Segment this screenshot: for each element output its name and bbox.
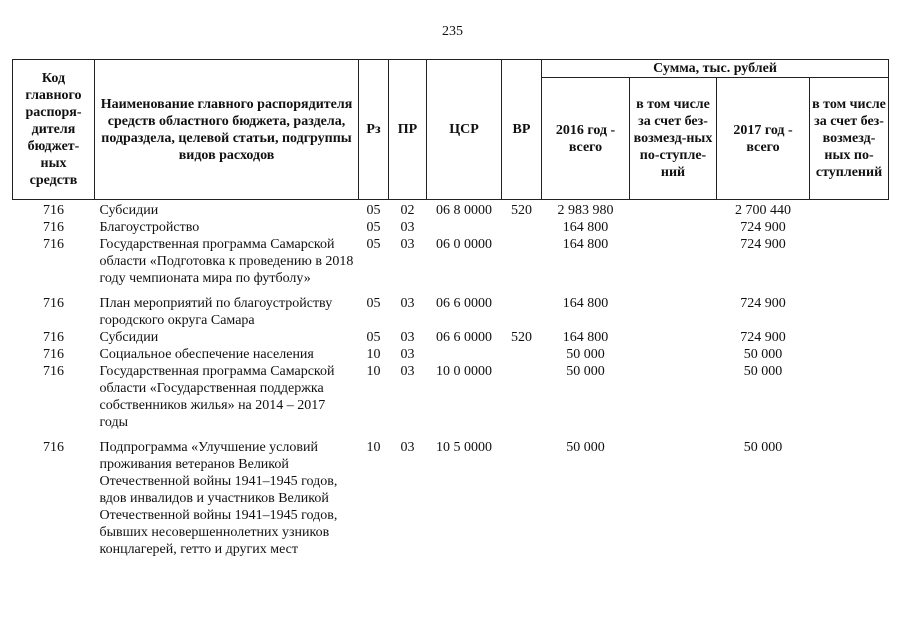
cell-2016-total: 164 800: [562, 330, 609, 345]
header-code: Код главного распоря-дителя бюджет-ных средств: [13, 60, 95, 200]
cell-csr: 10 0 0000: [436, 364, 492, 379]
cell-2016-free: [630, 346, 717, 363]
cell-name: План мероприятий по благоустройству городского округа Самара: [99, 296, 333, 328]
cell-rz: 05: [366, 296, 381, 311]
cell-pr: 03: [400, 364, 415, 379]
table-row: [13, 363, 889, 431]
cell-2017-free: [810, 346, 889, 363]
table-row: [13, 329, 889, 346]
table-row: [13, 431, 889, 558]
cell-pr: 02: [400, 203, 415, 218]
cell-2017-free: [810, 287, 889, 329]
cell-rz: 05: [366, 237, 381, 252]
cell-2017-free: [810, 219, 889, 236]
cell-csr: 10 5 0000: [436, 440, 492, 455]
cell-name: Государственная программа Самарской области «Государственная поддержка собственников жилья» на 2014 – 2017 годы: [99, 364, 335, 430]
cell-vr: [502, 219, 542, 236]
cell-code: 716: [43, 237, 64, 252]
cell-csr: [427, 346, 502, 363]
cell-code: 716: [43, 220, 64, 235]
cell-2017-total: 50 000: [743, 347, 783, 362]
table-row: [13, 219, 889, 236]
cell-vr: [502, 236, 542, 287]
cell-rz: 10: [366, 347, 381, 362]
cell-2016-total: 50 000: [566, 347, 605, 362]
cell-rz: 10: [366, 440, 381, 455]
cell-2016-free: [630, 219, 717, 236]
header-vr: ВР: [502, 60, 542, 200]
cell-pr: 03: [400, 237, 415, 252]
cell-vr: [502, 346, 542, 363]
budget-table: [12, 59, 889, 558]
header-sum-group: Сумма, тыс. рублей: [542, 60, 889, 78]
cell-code: 716: [43, 364, 64, 379]
cell-vr: 520: [511, 203, 532, 218]
cell-csr: 06 8 0000: [436, 203, 492, 218]
cell-2017-total: 724 900: [740, 237, 786, 252]
cell-code: 716: [43, 203, 64, 218]
cell-vr: [502, 287, 542, 329]
cell-name: Субсидии: [99, 203, 159, 218]
table-row: [13, 236, 889, 287]
cell-2017-total: 724 900: [740, 220, 786, 235]
cell-2016-free: [630, 431, 717, 558]
cell-2016-free: [630, 363, 717, 431]
cell-2016-free: [630, 287, 717, 329]
cell-pr: 03: [400, 220, 415, 235]
cell-vr: [502, 363, 542, 431]
cell-name: Субсидии: [99, 330, 159, 345]
header-2017-free: в том числе за счет без-возмезд-ных по-ступлений: [810, 78, 889, 200]
cell-name: Благоустройство: [99, 220, 200, 235]
cell-name: Государственная программа Самарской области «Подготовка к проведению в 2018 году чемпионата мира по футболу»: [99, 237, 354, 286]
cell-code: 716: [43, 296, 64, 311]
cell-2016-total: 50 000: [566, 440, 605, 455]
cell-2017-free: [810, 431, 889, 558]
cell-2016-total: 164 800: [562, 220, 609, 235]
cell-code: 716: [43, 347, 64, 362]
cell-rz: 05: [366, 220, 381, 235]
cell-2017-free: [810, 236, 889, 287]
cell-2017-total: 50 000: [743, 364, 783, 379]
cell-vr: 520: [511, 330, 532, 345]
header-rz: Рз: [359, 60, 389, 200]
cell-2016-free: [630, 329, 717, 346]
header-pr: ПР: [389, 60, 427, 200]
table-row: [13, 200, 889, 220]
cell-2017-total: 724 900: [740, 330, 786, 345]
header-2016-total: 2016 год - всего: [542, 78, 630, 200]
cell-rz: 05: [366, 330, 381, 345]
cell-pr: 03: [400, 440, 415, 455]
cell-code: 716: [43, 330, 64, 345]
header-csr: ЦСР: [427, 60, 502, 200]
cell-2017-total: 2 700 440: [735, 203, 791, 218]
cell-pr: 03: [400, 330, 415, 345]
cell-2017-total: 50 000: [743, 440, 783, 455]
page-number: 235: [442, 24, 463, 39]
cell-2017-free: [810, 363, 889, 431]
cell-csr: 06 6 0000: [436, 296, 492, 311]
table-row: [13, 346, 889, 363]
table-row: [13, 287, 889, 329]
cell-csr: 06 0 0000: [436, 237, 492, 252]
cell-csr: 06 6 0000: [436, 330, 492, 345]
header-2016-free: в том числе за счет без-возмезд-ных по-ступле-ний: [630, 78, 717, 200]
cell-2017-free: [810, 329, 889, 346]
cell-csr: [427, 219, 502, 236]
cell-name: Социальное обеспечение населения: [99, 347, 314, 362]
cell-rz: 10: [366, 364, 381, 379]
cell-name: Подпрограмма «Улучшение условий проживания ветеранов Великой Отечественной войны 1941–1945 годов, вдов инвалидов и участников Великой Отечественной войны 1941–1945 годов, бывших несовершеннолетних узников концлагерей, гетто и других мест: [99, 440, 338, 557]
cell-2016-total: 164 800: [562, 237, 609, 252]
cell-code: 716: [43, 440, 64, 455]
cell-pr: 03: [400, 347, 415, 362]
cell-2016-total: 50 000: [566, 364, 605, 379]
cell-2017-free: [810, 200, 889, 220]
header-2017-total: 2017 год - всего: [717, 78, 810, 200]
cell-2017-total: 724 900: [740, 296, 786, 311]
cell-vr: [502, 431, 542, 558]
cell-2016-total: 164 800: [562, 296, 609, 311]
table-body: [13, 200, 889, 559]
cell-2016-free: [630, 200, 717, 220]
cell-rz: 05: [366, 203, 381, 218]
cell-2016-total: 2 983 980: [557, 203, 614, 218]
cell-2016-free: [630, 236, 717, 287]
header-name: Наименование главного распорядителя средств областного бюджета, раздела, подраздела, целевой статьи, подгруппы видов расходов: [95, 60, 359, 200]
cell-pr: 03: [400, 296, 415, 311]
